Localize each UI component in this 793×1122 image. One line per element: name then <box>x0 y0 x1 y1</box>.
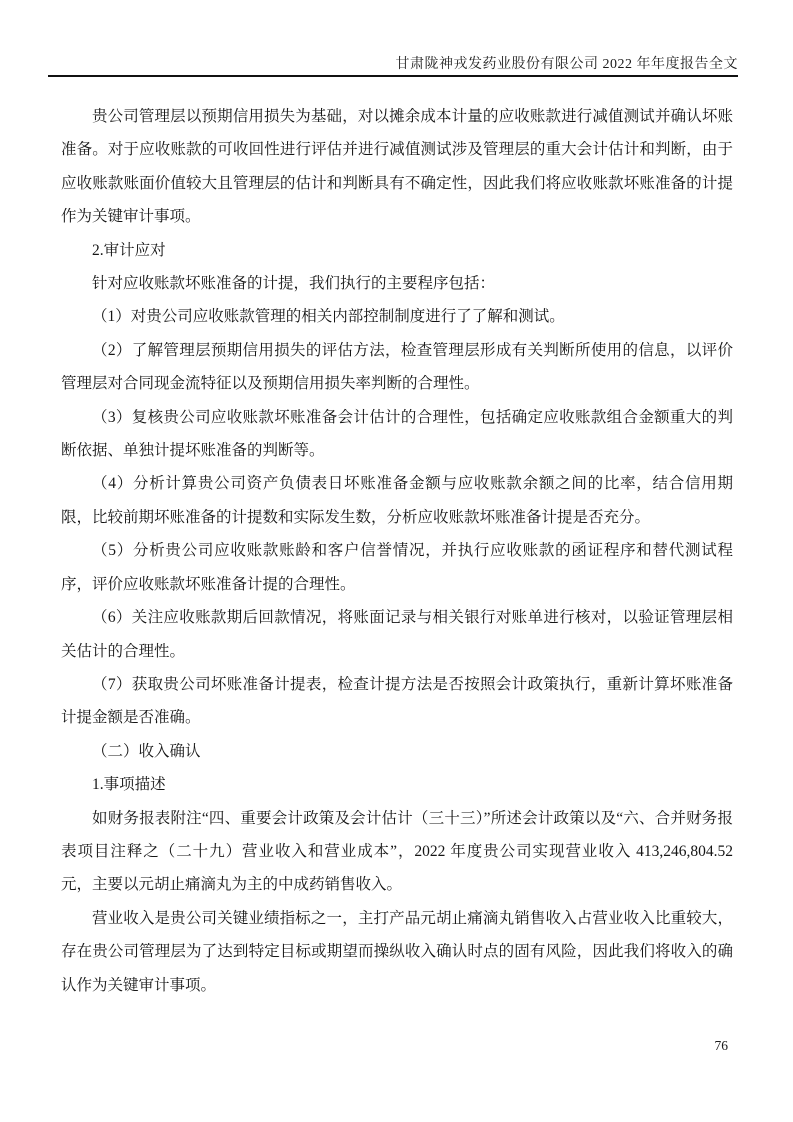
paragraph: （3）复核贵公司应收账款坏账准备会计估计的合理性，包括确定应收账款组合金额重大的判断依据、单独计提坏账准备的判断等。 <box>61 408 733 460</box>
page-footer <box>0 1038 728 1054</box>
paragraph: （二）收入确认 <box>92 742 201 760</box>
paragraph: 针对应收账款坏账准备的计提，我们执行的主要程序包括： <box>92 275 496 293</box>
page-header <box>48 53 738 73</box>
paragraph: 如财务报表附注“四、重要会计政策及会计估计（三十三）”所述会计政策以及“六、合并财务报表项目注释之（二十九）营业收入和营业成本”，2022 年度贵公司实现营业收入 413,246,804.52 元，主要以元胡止痛滴丸为主的中成药销售收入。 <box>61 809 733 894</box>
paragraph: （4）分析计算贵公司资产负债表日坏账准备金额与应收账款余额之间的比率，结合信用期限，比较前期坏账准备的计提数和实际发生数，分析应收账款坏账准备计提是否充分。 <box>61 475 733 526</box>
header-divider <box>48 75 738 77</box>
header-title: 甘肃陇神戎发药业股份有限公司 2022 年年度报告全文 <box>395 57 738 72</box>
paragraph: 1.事项描述 <box>92 776 166 794</box>
page-number: 76 <box>714 1038 728 1053</box>
paragraph: （5）分析贵公司应收账款账龄和客户信誉情况，并执行应收账款的函证程序和替代测试程序，评价应收账款坏账准备计提的合理性。 <box>61 542 733 593</box>
paragraph: （7）获取贵公司坏账准备计提表，检查计提方法是否按照会计政策执行，重新计算坏账准备计提金额是否准确。 <box>61 675 733 727</box>
paragraph: （2）了解管理层预期信用损失的评估方法，检查管理层形成有关判断所使用的信息，以评价管理层对合同现金流特征以及预期信用损失率判断的合理性。 <box>61 341 733 393</box>
paragraph: 营业收入是贵公司关键业绩指标之一，主打产品元胡止痛滴丸销售收入占营业收入比重较大，存在贵公司管理层为了达到特定目标或期望而操纵收入确认时点的固有风险，因此我们将收入的确认作为关键审计事项。 <box>61 909 733 994</box>
paragraph: （6）关注应收账款期后回款情况，将账面记录与相关银行对账单进行核对，以验证管理层相关估计的合理性。 <box>61 609 733 660</box>
document-body <box>61 100 733 1002</box>
paragraph: 贵公司管理层以预期信用损失为基础，对以摊余成本计量的应收账款进行减值测试并确认坏账准备。对于应收账款的可收回性进行评估并进行减值测试涉及管理层的重大会计估计和判断，由于应收账款账面价值较大且管理层的估计和判断具有不确定性，因此我们将应收账款坏账准备的计提作为关键审计事项。 <box>61 108 733 226</box>
paragraph: 2.审计应对 <box>92 241 166 259</box>
paragraph: （1）对贵公司应收账款管理的相关内部控制制度进行了了解和测试。 <box>92 308 565 326</box>
